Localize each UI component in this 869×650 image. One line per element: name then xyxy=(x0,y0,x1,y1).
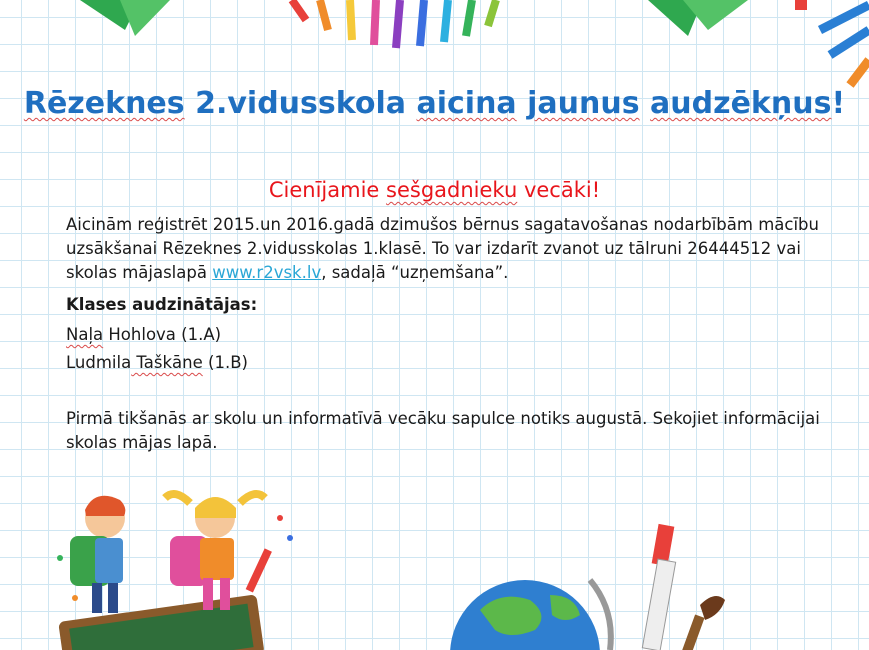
intro-paragraph xyxy=(66,213,826,285)
green-paper-shape-icon xyxy=(80,0,170,40)
intro-text-end: , sadaļā “uzņemšana”. xyxy=(321,263,509,282)
teacher-item xyxy=(66,351,826,375)
green-paper-shape-right-icon xyxy=(648,0,748,40)
teacher-first-name: Ludmila xyxy=(66,353,132,372)
title-part: ! xyxy=(831,86,846,121)
globe-icon xyxy=(440,570,620,650)
meeting-paragraph: Pirmā tikšanās ar skolu un informatīvā vecāku sapulce notiks augustā. Sekojiet informācijai skolas mājas lapā. xyxy=(66,409,820,452)
school-website-link[interactable]: www.r2vsk.lv xyxy=(212,263,322,282)
title-part: aicina xyxy=(416,86,517,121)
teacher-last-name: Hohlova xyxy=(103,325,176,344)
page-title xyxy=(0,86,869,121)
teacher-last-name: Taškāne xyxy=(131,353,203,372)
title-part: Rēzeknes xyxy=(23,86,185,121)
title-part xyxy=(517,86,527,121)
intro-text: Aicinām reģistrēt 2015.un 2016.gadā dzimušos bērnus sagatavošanas nodarbībām mācību uzsākšanai Rēzeknes 2.vidusskolas 1.klasē. To var izdarīt zvanot uz tālruni 26444512 vai skolas mājaslapā xyxy=(66,215,819,282)
colored-pencils-fan-icon xyxy=(270,0,530,55)
greeting-part: Cienījamie xyxy=(268,178,387,202)
blue-pencils-icon xyxy=(780,0,869,90)
paint-brushes-icon xyxy=(630,520,730,650)
teachers-heading: Klases audzinātājas: xyxy=(66,295,258,314)
teacher-first-name: Naļa xyxy=(66,325,104,344)
title-part xyxy=(640,86,650,121)
greeting xyxy=(0,178,869,202)
teacher-class: (1.A) xyxy=(175,325,222,344)
school-children-illustration xyxy=(40,478,310,650)
announcement-body xyxy=(66,213,826,455)
teacher-class: (1.B) xyxy=(202,353,248,372)
greeting-part: vecāki! xyxy=(517,178,601,202)
greeting-part: sešgadnieku xyxy=(386,178,518,202)
title-part: 2.vidusskola xyxy=(184,86,417,121)
title-part: jaunus xyxy=(527,86,640,121)
teacher-item xyxy=(66,323,826,347)
title-part: audzēkņus xyxy=(650,86,832,121)
